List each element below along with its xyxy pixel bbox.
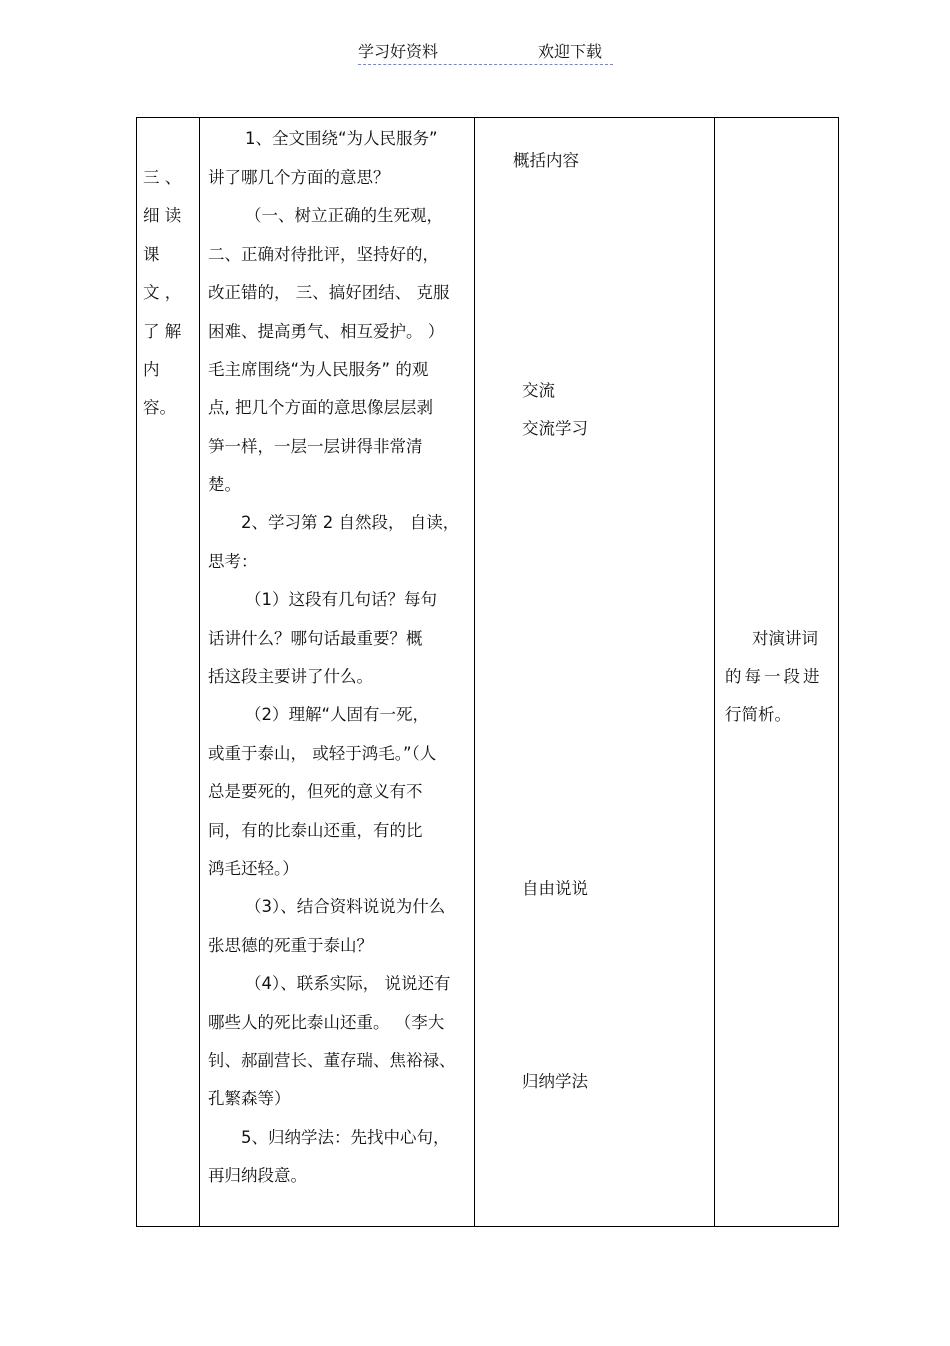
content-line: 思考： <box>208 552 258 571</box>
content-line: 笋一样，一层一层讲得非常清 <box>208 437 423 456</box>
content-line: 2、学习第 2 自然段， 自读， <box>241 513 460 532</box>
design-intent-line: 行简析。 <box>725 705 791 724</box>
content-line: 楚。 <box>208 475 241 494</box>
table-border-bottom <box>136 1226 839 1227</box>
column-divider-2 <box>474 117 475 1227</box>
content-line: 钊、郝副营长、董存瑞、焦裕禄、 <box>208 1051 456 1070</box>
header-right-text: 欢迎下载 <box>538 42 603 61</box>
column-divider-1 <box>199 117 200 1227</box>
column-divider-3 <box>714 117 715 1227</box>
design-intent-line: 的每一段进 <box>725 667 823 686</box>
content-line: 困难、提高勇气、相互爱护。 ） <box>208 322 445 341</box>
section-title-line: 三 、 <box>143 168 182 187</box>
header-left-text: 学习好资料 <box>358 42 439 61</box>
activity-free-talk: 自由说说 <box>522 879 588 898</box>
content-line: （2）理解“人固有一死， <box>245 705 430 724</box>
section-title-line: 文 ， <box>143 283 182 302</box>
table-border-left <box>136 117 137 1227</box>
content-line: 鸿毛还轻。） <box>208 859 299 878</box>
activity-method: 归纳学法 <box>522 1072 588 1091</box>
content-line: 毛主席围绕“为人民服务” 的观 <box>208 360 429 379</box>
section-title-line: 内 <box>143 360 160 379</box>
header-dashed-rule <box>358 64 613 65</box>
content-line: 话讲什么？哪句话最重要？概 <box>208 629 423 648</box>
content-line: 括这段主要讲了什么。 <box>208 667 373 686</box>
content-line: 5、归纳学法：先找中心句， <box>241 1128 450 1147</box>
content-line: 再归纳段意。 <box>208 1166 307 1185</box>
content-line: 1、全文围绕“为人民服务” <box>245 129 438 148</box>
content-line: （一、树立正确的生死观， <box>245 206 443 225</box>
section-title-line: 课 <box>143 245 160 264</box>
content-line: 总是要死的，但死的意义有不 <box>208 782 423 801</box>
content-line: （4）、联系实际， 说说还有 <box>245 974 451 993</box>
content-line: 点, 把几个方面的意思像层层剥 <box>208 398 433 417</box>
content-line: 张思德的死重于泰山？ <box>208 936 373 955</box>
content-line: （1）这段有几句话？每句 <box>245 590 437 609</box>
activity-exchange: 交流 <box>522 381 555 400</box>
content-line: 讲了哪几个方面的意思？ <box>208 168 390 187</box>
page-header <box>358 40 613 66</box>
table-border-top <box>136 117 839 118</box>
section-title-line: 容。 <box>143 398 176 417</box>
content-line: 改正错的， 三、搞好团结、 克服 <box>208 283 450 302</box>
content-line: 或重于泰山， 或轻于鸿毛。”（人 <box>208 744 437 763</box>
activity-exchange-study: 交流学习 <box>522 419 588 438</box>
table-border-right <box>838 117 839 1227</box>
content-line: 同，有的比泰山还重，有的比 <box>208 821 423 840</box>
content-line: 二、正确对待批评，坚持好的， <box>208 245 439 264</box>
content-line: （3）、结合资料说说为什么 <box>245 897 446 916</box>
content-line: 孔繁森等） <box>208 1089 291 1108</box>
section-title-line: 细 读 <box>143 206 182 225</box>
design-intent-line: 对演讲词 <box>752 629 818 648</box>
section-title-line: 了 解 <box>143 322 182 341</box>
content-line: 哪些人的死比泰山还重。 （李大 <box>208 1013 445 1032</box>
activity-summary: 概括内容 <box>513 151 579 170</box>
